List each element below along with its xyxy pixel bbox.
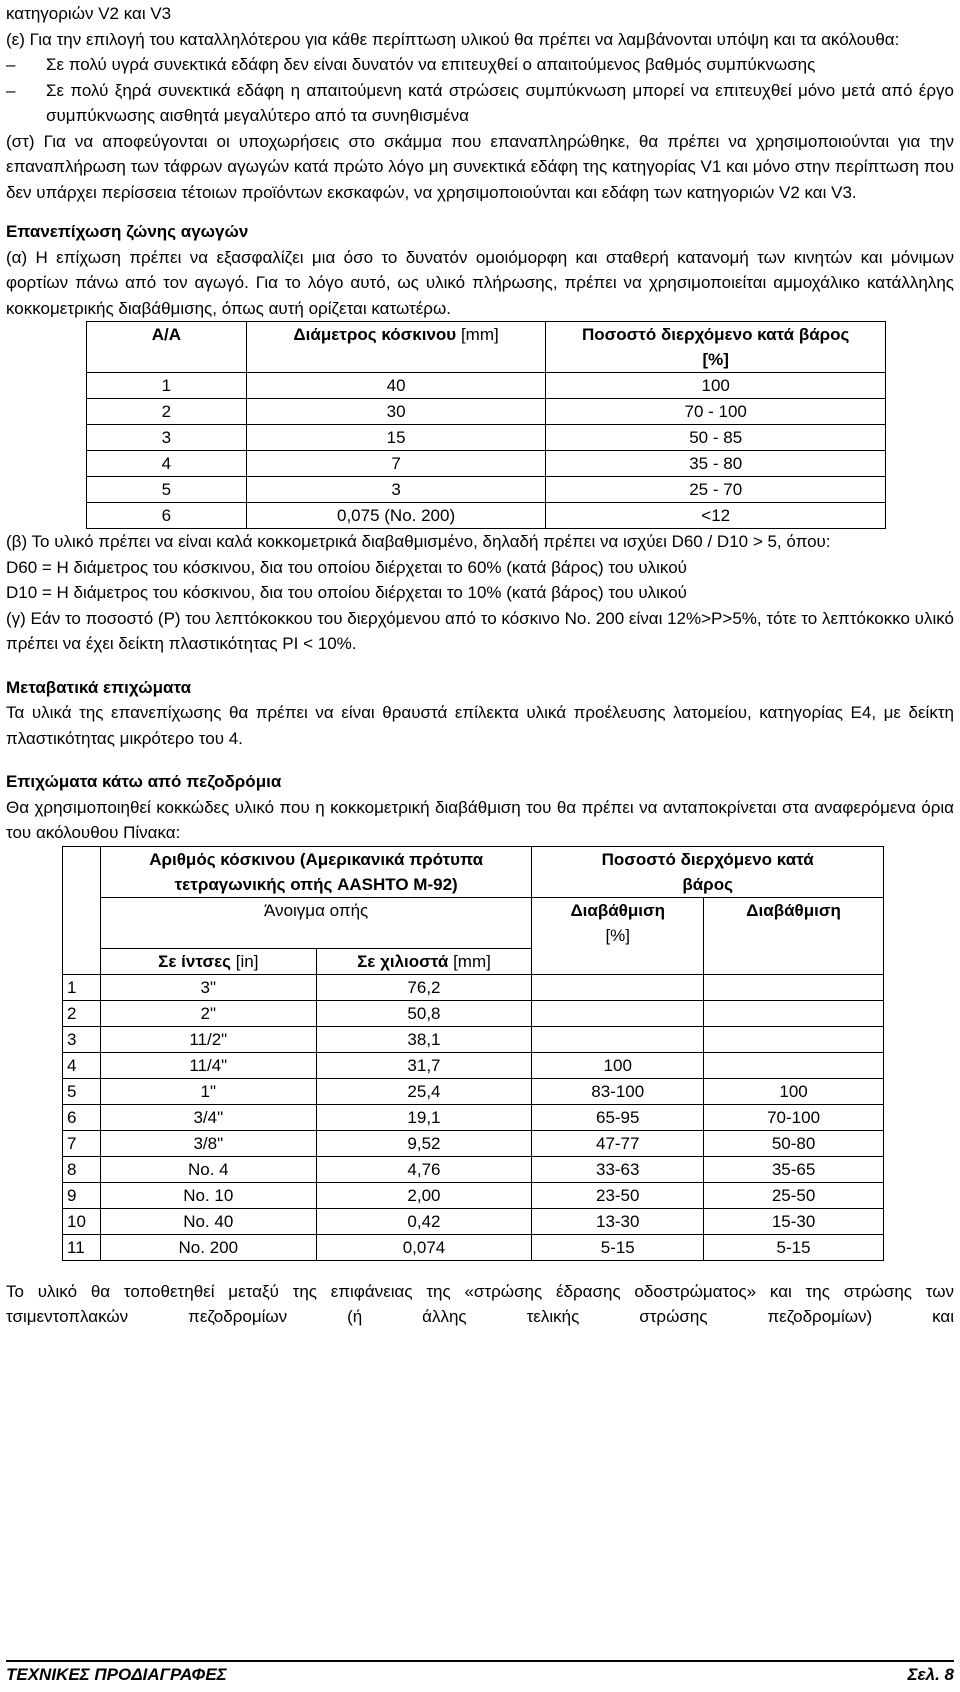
bullet-dash: – — [6, 55, 16, 74]
col-header-diameter: Διάμετρος κόσκινου [mm] — [246, 322, 546, 373]
cell-diameter: 40 — [246, 373, 546, 399]
cell-aa: 6 — [87, 503, 247, 529]
table-row: 7 3/8" 9,52 47-77 50-80 — [63, 1130, 884, 1156]
bullet-text: Σε πολύ ξηρά συνεκτικά εδάφη η απαιτούμενη κατά στρώσεις συμπύκνωση μπορεί να επιτευχθεί μόνο μετά από έργο συμπύκνωσης αισθητά μεγαλύτερο από τα συνηθισμένα — [46, 80, 954, 125]
cell-diameter: 3 — [246, 477, 546, 503]
cell-percent: <12 — [546, 503, 886, 529]
document-page — [6, 0, 954, 1330]
section-paragraph: Θα χρησιμοποιηθεί κοκκώδες υλικό που η κοκκομετρική διαβάθμιση του θα πρέπει να ανταποκρίνεται στα αναφερόμενα όρια του ακόλουθου Πίνακα: — [6, 797, 954, 842]
col-header-aa: Α/Α — [87, 322, 247, 373]
table-row: 8 No. 4 4,76 33-63 35-65 — [63, 1156, 884, 1182]
table-row — [87, 425, 886, 451]
cell-diameter: 0,075 (No. 200) — [246, 503, 546, 529]
section-paragraph: Τα υλικά της επανεπίχωσης θα πρέπει να είναι θραυστά επίλεκτα υλικά προέλευσης λατομείου, κατηγορίας Ε4, με δείκτη πλαστικότητας μικρότερο του 4. — [6, 703, 954, 748]
bullet-dash: – — [6, 80, 16, 100]
table-row: 9 No. 10 2,00 23-50 25-50 — [63, 1182, 884, 1208]
table-row — [87, 451, 886, 477]
cell-aa: 4 — [87, 451, 247, 477]
header-opening: Άνοιγμα οπής — [100, 897, 531, 948]
header-gradation-1: Διαβάθμιση [%] — [532, 897, 704, 974]
table-header-row — [87, 322, 886, 373]
table-row: 3 11/2" 38,1 — [63, 1026, 884, 1052]
cell-percent: 25 - 70 — [546, 477, 886, 503]
paragraph-e: (ε) Για την επιλογή του καταλληλότερου για κάθε περίπτωση υλικού θα πρέπει να λαμβάνονται υπόψη και τα ακόλουθα: — [6, 29, 900, 49]
col-header-percent: Ποσοστό διερχόμενο κατά βάρος [%] — [546, 322, 886, 373]
closing-paragraph: Το υλικό θα τοποθετηθεί μεταξύ της επιφάνειας της «στρώσης έδρασης οδοστρώματος» και της στρώσης των τσιμεντοπλακών πεζοδρομίων (ή άλλης τελικής στρώσης πεζοδρομίων) και — [6, 1281, 954, 1326]
table-row — [87, 503, 886, 529]
cell-percent: 50 - 85 — [546, 425, 886, 451]
header-sieve-number: Αριθμός κόσκινου (Αμερικανικά πρότυπα τετραγωνικής οπής AASHTO M-92) — [100, 846, 531, 897]
definition-d60: D60 = Η διάμετρος του κόσκινου, δια του οποίου διέρχεται το 60% (κατά βάρος) του υλικού — [6, 557, 687, 577]
cell-diameter: 15 — [246, 425, 546, 451]
cell-aa: 3 — [87, 425, 247, 451]
table-row — [87, 399, 886, 425]
table-row — [87, 477, 886, 503]
cell-diameter: 30 — [246, 399, 546, 425]
table-row: 4 11/4" 31,7 100 — [63, 1052, 884, 1078]
cell-aa: 2 — [87, 399, 247, 425]
paragraph-c: (γ) Εάν το ποσοστό (Ρ) του λεπτόκοκκου του διερχόμενου από το κόσκινο Νο. 200 είναι 12%>P>5%, τότε το λεπτόκοκκο υλικό πρέπει να έχει δείκτη πλαστικότητας PI < 10%. — [6, 608, 954, 653]
bullet-item — [6, 52, 954, 78]
header-inches: Σε ίντσες [in] — [100, 948, 316, 974]
table-header-row — [63, 846, 884, 897]
definition-d10: D10 = Η διάμετρος του κόσκινου, δια του οποίου διέρχεται το 10% (κατά βάρος) του υλικού — [6, 583, 687, 602]
bullet-text: Σε πολύ υγρά συνεκτικά εδάφη δεν είναι δυνατόν να επιτευχθεί ο απαιτούμενος βαθμός συμπύκνωσης — [46, 55, 816, 74]
sidewalk-gradation-table — [62, 846, 884, 1261]
intro-line: κατηγοριών V2 και V3 — [6, 4, 172, 23]
section-heading: Επανεπίχωση ζώνης αγωγών — [6, 222, 249, 241]
footer-title: ΤΕΧΝΙΚΕΣ ΠΡΟΔΙΑΓΡΑΦΕΣ — [6, 1665, 227, 1684]
bullet-item — [6, 78, 954, 129]
table-row — [87, 373, 886, 399]
cell-diameter: 7 — [246, 451, 546, 477]
section-heading: Μεταβατικά επιχώματα — [6, 677, 192, 697]
cell-aa: 5 — [87, 477, 247, 503]
cell-percent: 100 — [546, 373, 886, 399]
page-footer — [6, 1660, 954, 1685]
page-number: Σελ. 8 — [907, 1665, 954, 1684]
cell-percent: 70 - 100 — [546, 399, 886, 425]
table-row: 11 No. 200 0,074 5-15 5-15 — [63, 1234, 884, 1260]
section-heading: Επιχώματα κάτω από πεζοδρόμια — [6, 772, 282, 791]
paragraph-b: (β) Το υλικό πρέπει να είναι καλά κοκκομετρικά διαβαθμισμένο, δηλαδή πρέπει να ισχύει D60 / D10 > 5, όπου: — [6, 532, 831, 551]
table-header-row — [63, 897, 884, 948]
table-row: 10 No. 40 0,42 13-30 15-30 — [63, 1208, 884, 1234]
paragraph-st: (στ) Για να αποφεύγονται οι υποχωρήσεις στο σκάμμα που επαναπληρώθηκε, θα πρέπει να χρησιμοποιούνται για την επαναπλήρωση των τάφρων αγωγών κατά πρώτο λόγο μη συνεκτικά εδάφη της κατηγορίας V1 και μόνο στην περίπτωση που δεν υπάρχει περίσσεια τέτοιων προϊόντων εκσκαφών, να χρησιμοποιούνται και εδάφη των κατηγοριών V2 και V3. — [6, 131, 954, 202]
header-millimeters: Σε χιλιοστά [mm] — [316, 948, 532, 974]
table-row: 2 2" 50,8 — [63, 1000, 884, 1026]
table-row: 6 3/4" 19,1 65-95 70-100 — [63, 1104, 884, 1130]
paragraph-a: (α) Η επίχωση πρέπει να εξασφαλίζει μια όσο το δυνατόν ομοιόμορφη και σταθερή κατανομή των κινητών και μόνιμων φορτίων πάνω από τον αγωγό. Για το λόγο αυτό, ως υλικό πλήρωσης, πρέπει να χρησιμοποιείται αμμοχάλικο κατάλληλης κοκκομετρικής διαβάθμισης, όπως αυτή ορίζεται κατωτέρω. — [6, 247, 954, 318]
header-gradation-2: Διαβάθμιση — [704, 897, 884, 974]
header-percent-passing: Ποσοστό διερχόμενο κατά βάρος — [532, 846, 884, 897]
cell-percent: 35 - 80 — [546, 451, 886, 477]
cell-aa: 1 — [87, 373, 247, 399]
table-row: 5 1" 25,4 83-100 100 — [63, 1078, 884, 1104]
gradation-table — [86, 321, 886, 529]
table-row: 1 3" 76,2 — [63, 974, 884, 1000]
